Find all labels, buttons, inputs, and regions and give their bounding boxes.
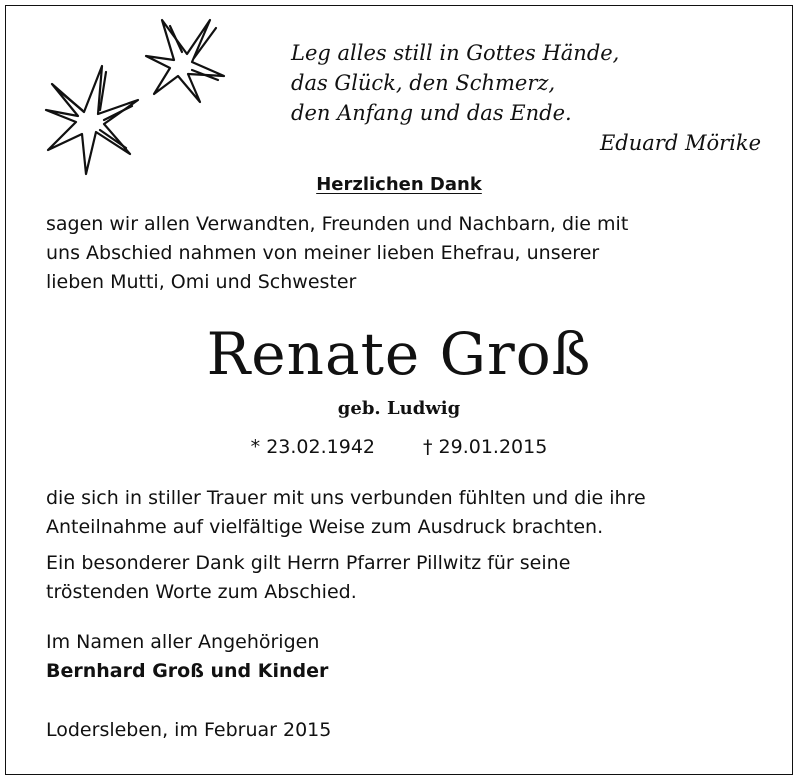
birth-date: * 23.02.1942 [250,436,375,458]
deceased-name: Renate Groß [206,320,592,388]
signature-line: Im Namen aller Angehörigen [46,631,320,653]
death-date: † 29.01.2015 [423,436,548,458]
obituary-notice [5,5,793,775]
condolence-line: Anteilnahme auf vielfältige Weise zum Ausdruck brachten. [46,516,604,538]
condolence-line: die sich in stiller Trauer mit uns verbunden fühlten und die ihre [46,487,646,509]
poem-line: den Anfang und das Ende. [291,101,572,125]
life-dates [6,436,792,458]
signer-name: Bernhard Groß und Kinder [46,660,329,682]
poem-line: Leg alles still in Gottes Hände, [291,41,620,65]
condolence-paragraph [46,484,756,542]
intro-line: lieben Mutti, Omi und Schwester [46,271,357,293]
special-thanks-line: tröstenden Worte zum Abschied. [46,581,357,603]
intro-line: sagen wir allen Verwandten, Freunden und Nachbarn, die mit [46,213,629,235]
special-thanks-line: Ein besonderer Dank gilt Herrn Pfarrer Pillwitz für seine [46,552,571,574]
signature-block [46,628,756,686]
intro-paragraph [46,210,756,297]
intro-line: uns Abschied nahmen von meiner lieben Ehefrau, unserer [46,242,600,264]
poem-line: das Glück, den Schmerz, [291,71,556,95]
poem-author: Eduard Mörike [599,131,761,155]
maiden-name: geb. Ludwig [337,398,461,419]
thanks-heading: Herzlichen Dank [316,174,482,195]
poem-quote [291,38,761,158]
hand-drawn-stars-icon [42,14,242,189]
place-date: Lodersleben, im Februar 2015 [46,719,332,741]
special-thanks-paragraph [46,549,756,607]
